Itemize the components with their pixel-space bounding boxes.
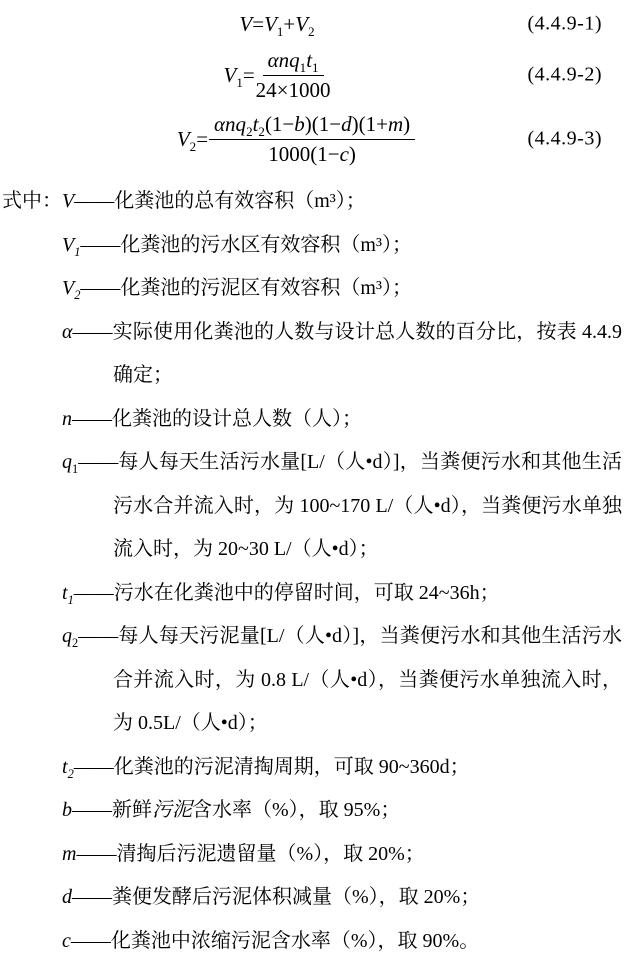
variable-symbol: $V_1$	[62, 233, 81, 259]
variable-symbol: $q_1$	[62, 451, 79, 476]
definition-text: 化粪池的总有效容积（m³）；	[114, 190, 366, 212]
definition-entry	[62, 746, 622, 790]
definition-dash: ——	[72, 799, 112, 821]
definitions-list	[62, 180, 622, 963]
definition-text: 化粪池的污泥清掏周期，可取 90~360d；	[113, 755, 470, 778]
definition-dash: ——	[72, 407, 112, 430]
definition-entry	[62, 180, 622, 224]
variable-symbol: m	[62, 842, 77, 865]
definition-entry	[62, 267, 622, 311]
variable-symbol: n	[62, 407, 72, 430]
definition-dash: ——	[72, 886, 112, 908]
variable-symbol: c	[62, 929, 71, 952]
definition-dash: ——	[80, 277, 121, 299]
formula-lhs: $V_1=$	[223, 62, 255, 90]
definition-text: 每人每天污泥量[L/（人•d）]，当粪便污水和其他生活污水合并流入时，为 0.8 L/（人•d），当粪便污水单独流入时，为 0.5L/（人•d）；	[113, 625, 622, 734]
definition-text: 化粪池的污泥区有效容积（m³）；	[120, 277, 412, 299]
formula-4-4-9-3	[177, 112, 415, 167]
definition-text: 实际使用化粪池的人数与设计总人数的百分比，按表 4.4.9 确定；	[112, 320, 622, 386]
variable-symbol: $V_2$	[62, 277, 81, 302]
definition-entry	[62, 615, 622, 746]
variable-symbol: $q_2$	[62, 625, 79, 650]
fraction-numerator: $\alpha nq_2t_2(1-b)(1-d)(1+m)$	[209, 112, 415, 140]
formula-expression: $V=V_1+V_2$	[239, 11, 315, 39]
fraction-numerator: $\alpha nq_1t_1$	[263, 48, 324, 76]
definition-dash: ——	[70, 929, 111, 952]
formula-4-4-9-1	[239, 12, 314, 37]
definition-text: 污水在化粪池中的停留时间，可取 24~36h；	[113, 581, 500, 604]
definition-text: 化粪池的设计总人数（人）；	[112, 407, 362, 430]
definition-entry	[62, 920, 622, 964]
where-section	[0, 180, 640, 963]
definition-entry	[62, 398, 622, 442]
equation-number: (4.4.9-3)	[527, 127, 602, 150]
equation-number: (4.4.9-2)	[527, 63, 602, 86]
formula-row-4-4-9-3	[0, 106, 640, 172]
definition-text: 化粪池中浓缩污泥含水率（%），取 90%。	[110, 929, 480, 952]
definition-dash: ——	[73, 755, 114, 778]
definition-text: 每人每天生活污水量[L/（人•d）]，当粪便污水和其他生活污水合并流入时，为 100~170 L/（人•d），当粪便污水单独流入时，为 20~30 L/（人•d）；	[113, 451, 622, 560]
definition-entry	[62, 441, 622, 572]
definition-dash: ——	[76, 842, 117, 865]
definition-text: 新鲜污泥含水率（%），取 95%；	[112, 799, 401, 821]
definition-entry	[62, 789, 622, 833]
fraction	[209, 112, 415, 167]
variable-symbol: d	[62, 886, 72, 908]
definition-text: 化粪池的污水区有效容积（m³）；	[120, 233, 412, 256]
definition-dash: ——	[74, 190, 115, 212]
formula-block	[0, 0, 640, 172]
where-label: 式中：	[2, 190, 62, 212]
variable-symbol: α	[62, 320, 73, 343]
fraction-denominator: 24×1000	[255, 77, 331, 102]
variable-symbol: V	[62, 190, 75, 212]
equation-number: (4.4.9-1)	[527, 12, 602, 35]
formula-row-4-4-9-2	[0, 44, 640, 106]
definition-text: 清掏后污泥遗留量（%），取 20%；	[116, 842, 425, 865]
definition-text: 粪便发酵后污泥体积减量（%），取 20%；	[112, 886, 481, 908]
variable-symbol: $t_2$	[62, 755, 74, 781]
definition-dash: ——	[78, 625, 119, 647]
definition-entry	[62, 311, 622, 398]
formula-row-4-4-9-1	[0, 4, 640, 44]
definition-dash: ——	[72, 320, 113, 343]
definition-entry	[62, 224, 622, 268]
formula-4-4-9-2	[223, 48, 330, 103]
variable-symbol: $t_1$	[62, 581, 74, 607]
definition-dash: ——	[73, 581, 114, 604]
variable-symbol: b	[62, 799, 72, 821]
definition-entry	[62, 876, 622, 920]
formula-lhs: $V_2=$	[176, 126, 209, 154]
definition-entry	[62, 572, 622, 616]
fraction-denominator: 1000(1−c)	[268, 141, 356, 166]
definition-entry	[62, 833, 622, 877]
fraction	[256, 48, 331, 103]
definition-dash: ——	[80, 233, 121, 256]
definition-dash: ——	[78, 451, 119, 473]
